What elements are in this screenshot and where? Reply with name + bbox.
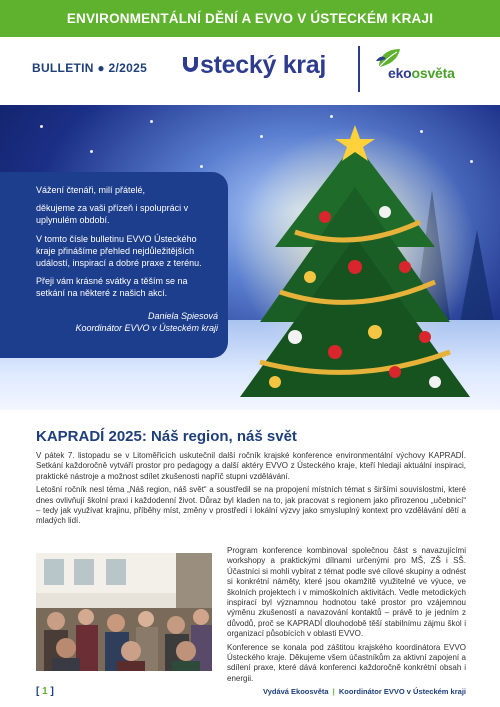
snowflake — [150, 120, 153, 123]
page-number: [ 1 ] — [36, 686, 54, 697]
logo-divider — [358, 46, 360, 92]
ekoosveta-logo — [374, 45, 466, 95]
bulletin-issue: BULLETIN ● 2/2025 — [32, 61, 148, 75]
conference-photo — [36, 553, 212, 671]
intro-paragraph: Letošní ročník nesl téma „Náš region, náš svět“ a soustředil se na propojení místních témat s širšími souvislostmi, které dnes ovlivňují školní praxi i každodenní život. Důraz byl kladen na to, jak pracovat s regionem jako přirozenou „učebnicí“ – tedy jak využívat krajinu, příběhy míst, změny v prostředí i lokální výzvy jako smysluplný kontext pro vzdělávání dětí a mladých lidí. — [36, 485, 466, 526]
signature-role: Koordinátor EVVO v Ústeckém kraji — [75, 322, 218, 333]
top-banner — [0, 0, 500, 37]
greeting-content: V tomto čísle bulletinu EVVO Ústeckého kraje přinášíme přehled nejdůležitějších událostí, inspirací a dobré praxe z terénu. — [36, 233, 202, 269]
ekoosveta-wordmark — [388, 65, 455, 81]
snowflake — [40, 125, 43, 128]
footer-coordinator: Koordinátor EVVO v Ústeckém kraji — [338, 687, 466, 696]
snowflake — [200, 165, 203, 168]
page-footer — [36, 686, 466, 700]
winter-hero-image — [0, 105, 500, 410]
article-intro — [36, 451, 466, 530]
osveta-part: osvěta — [411, 65, 455, 81]
footer-publisher: Vydává Ekoosvěta — [262, 687, 329, 696]
column-paragraph: Program konference kombinoval společnou část s navazujícími workshopy a praktickými dílnami určenými pro MŠ, ZŠ i SŠ. Účastníci si mohli vybírat z témat podle své cílové skupiny a odnést si konkrétní náměty, které jsou okamžitě využitelné ve výuce, ve školních projektech i v mimoškolních aktivitách. Vedle metodických inspirací byl významnou hodnotou také prostor pro vzájemnou výměnu zkušeností a navazování kontaktů – právě to je jedním z důvodů, proč se KAPRADÍ dlouhodobě těší stabilnímu zájmu škol i organizací působících v oblasti EVVO. — [227, 546, 466, 639]
greeting-thanks: děkujeme za vaši přízeň i spolupráci v uplynulém období. — [36, 203, 189, 226]
greeting-box — [0, 172, 228, 358]
greeting-salutation: Vážení čtenáři, milí přátelé, — [36, 185, 146, 195]
snowflake — [90, 150, 93, 153]
intro-paragraph: V pátek 7. listopadu se v Litoměřicích uskutečnil další ročník krajské konference environmentální výchovy KAPRADÍ. Setkání každoročně vytváří prostor pro pedagogy a další aktéry EVVO z Ústeckého kraje, kteří hledají aktuální inspiraci, praktické nástroje a možnost sdílet zkušenosti napříč stupni vzdělávání. — [36, 451, 466, 481]
christmas-tree-icon — [235, 117, 475, 407]
region-logo-text: stecký kraj — [200, 51, 326, 79]
footer-credits — [263, 687, 466, 696]
eko-part: eko — [388, 65, 412, 81]
publication-title: ENVIRONMENTÁLNÍ DĚNÍ A EVVO V ÚSTECKÉM KRAJI — [66, 11, 434, 26]
masthead — [0, 37, 500, 105]
audience-image-icon — [36, 553, 212, 671]
article-title: KAPRADÍ 2025: Náš region, náš svět — [36, 428, 297, 445]
footer-separator: | — [332, 687, 335, 696]
u-logo-mark-icon — [183, 57, 198, 72]
article-column — [227, 546, 466, 687]
greeting-wishes: Přeji vám krásné svátky a těším se na setkání na některé z našich akcí. — [36, 276, 188, 299]
ustecky-kraj-logo — [183, 51, 326, 80]
signature-name: Daniela Spiesová — [147, 310, 218, 321]
greeting-signature — [36, 310, 218, 334]
column-paragraph: Konference se konala pod záštitou krajského koordinátora EVVO Ústeckého kraje. Děkujeme všem účastníkům za aktivní zapojení a sdílení praxe, které dává konferenci každoročně konkrétní obsah i energii. — [227, 642, 466, 683]
